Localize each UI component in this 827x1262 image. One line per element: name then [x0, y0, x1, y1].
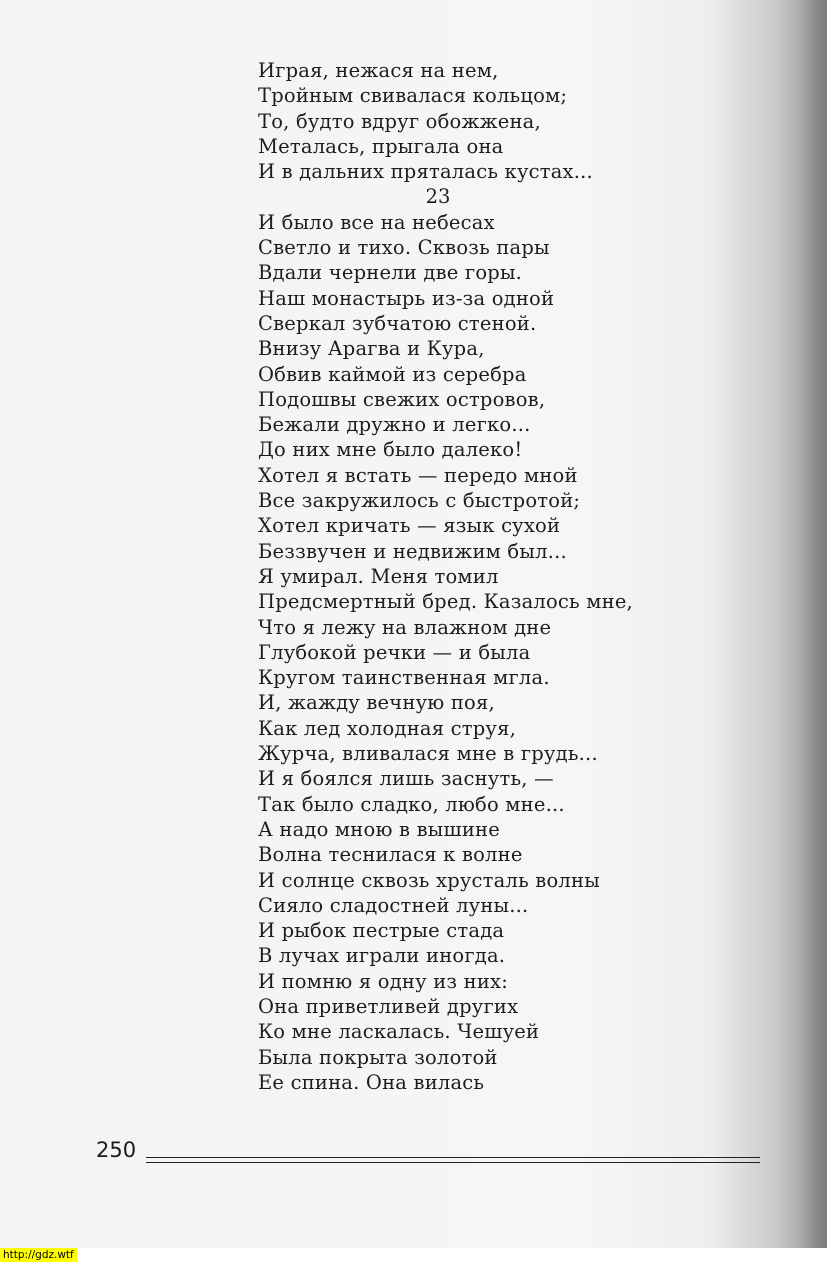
- verse-line: Металась, прыгала она: [258, 134, 504, 158]
- verse-line: А надо мною в вышине: [258, 817, 500, 841]
- verse-line: Глубокой речки — и была: [258, 640, 531, 664]
- verse-line: И в дальних пряталась кустах...: [258, 160, 593, 184]
- verse-line: Все закружилось с быстротой;: [258, 489, 581, 513]
- verse-line: Как лед холодная струя,: [258, 716, 516, 740]
- page-number: 250: [96, 1138, 137, 1162]
- verse-line: И солнце сквозь хрусталь волны: [258, 868, 600, 892]
- verse-line: Ее спина. Она вилась: [258, 1070, 485, 1094]
- verse-line: Она приветливей других: [258, 994, 519, 1018]
- verse-line: Играя, нежася на нем,: [258, 59, 499, 82]
- verse-line: Волна теснилася к волне: [258, 843, 523, 867]
- verse-line: Была покрыта золотой: [258, 1045, 498, 1069]
- stanza-number: 23: [425, 185, 451, 209]
- verse-line: Вдали чернели две горы.: [258, 261, 523, 285]
- verse-line: Светло и тихо. Сквозь пары: [258, 236, 550, 260]
- verse-line: Хотел я встать — передо мной: [258, 463, 578, 487]
- verse-line: До них мне было далеко!: [258, 438, 523, 462]
- verse-line: Наш монастырь из-за одной: [258, 286, 555, 310]
- verse-line: Сверкал зубчатою стеной.: [258, 311, 537, 335]
- verse-line: Бежали дружно и легко...: [258, 413, 531, 437]
- poem-text: [258, 58, 678, 1095]
- verse-line: И рыбок пестрые стада: [258, 919, 505, 943]
- verse-line: Беззвучен и недвижим был...: [258, 539, 567, 563]
- verse-line: Хотел кричать — язык сухой: [258, 514, 561, 538]
- verse-line: Я умирал. Меня томил: [258, 564, 499, 588]
- verse-line: И, жажду вечную поя,: [258, 691, 495, 715]
- watermark-label: http://gdz.wtf: [0, 1248, 77, 1262]
- footer-rule: [146, 1157, 760, 1163]
- verse-line: Кругом таинственная мгла.: [258, 666, 550, 690]
- verse-line: Внизу Арагва и Кура,: [258, 337, 485, 361]
- verse-line: И я боялся лишь заснуть, —: [258, 767, 554, 791]
- verse-line: И помню я одну из них:: [258, 969, 508, 993]
- verse-line: Сияло сладостней луны...: [258, 893, 529, 917]
- verse-line: Обвив каймой из серебра: [258, 362, 527, 386]
- verse-line: Что я лежу на влажном дне: [258, 615, 552, 639]
- verse-line: Подошвы свежих островов,: [258, 387, 546, 411]
- verse-line: В лучах играли иногда.: [258, 944, 506, 968]
- verse-line: Ко мне ласкалась. Чешуей: [258, 1020, 540, 1044]
- page-binding-shadow: [801, 0, 827, 1248]
- verse-line: Журча, вливалася мне в грудь...: [258, 742, 598, 766]
- verse-line: Тройным свивалася кольцом;: [258, 84, 568, 108]
- verse-line: Так было сладко, любо мне...: [258, 792, 565, 816]
- verse-line: То, будто вдруг обожжена,: [258, 109, 541, 133]
- verse-line: И было все на небесах: [258, 210, 495, 234]
- verse-line: Предсмертный бред. Казалось мне,: [258, 590, 633, 614]
